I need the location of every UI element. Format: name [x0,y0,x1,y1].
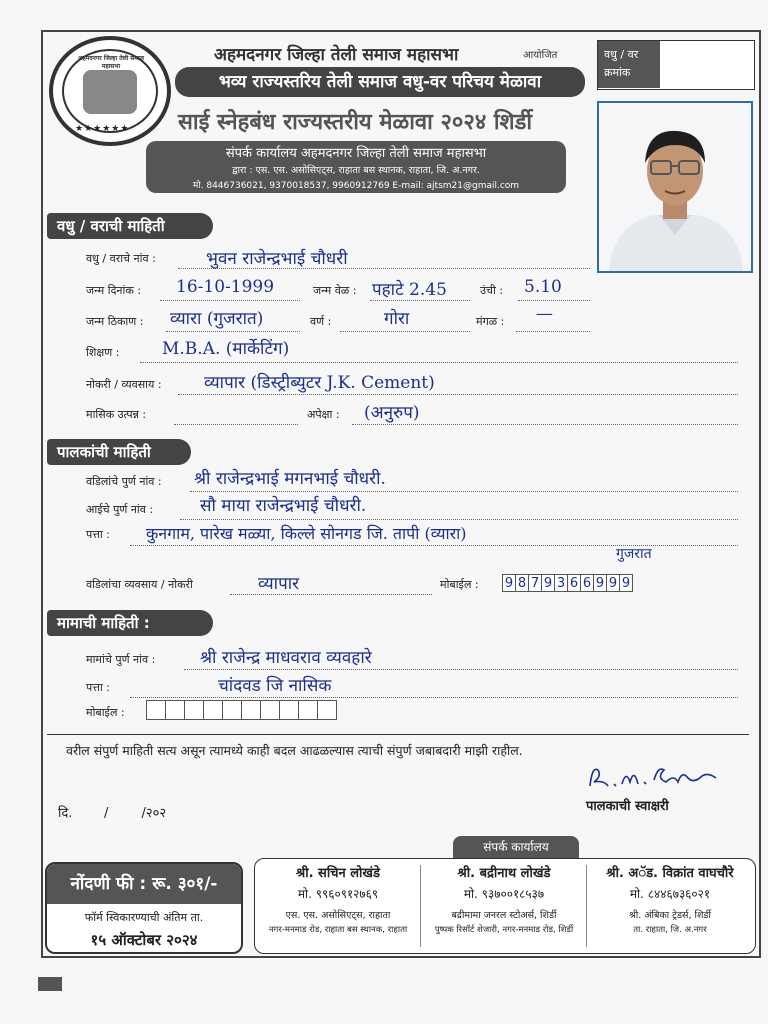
contact-name: श्री. अॅड. विक्रांत वाघचौरे [606,866,734,881]
candidate-portrait-icon [599,103,751,271]
mangal-underline [516,331,590,332]
father-name-label: वडिलांचे पुर्ण नांव : [86,475,162,488]
contact-phone: मो. ८४४६७३६०२१ [629,887,711,901]
registration-number-box [597,40,755,90]
contact-address: नगर-मनमाड रोड, राहाता बस स्थानक, राहाता [268,925,408,935]
mobile-digit: 6 [580,574,594,592]
mobile-digit: 7 [528,574,542,592]
name-field[interactable]: भुवन राजेन्द्रभाई चौधरी [206,249,348,269]
registration-label [598,41,660,88]
mobile-digit [203,700,223,720]
parent-signature-icon [584,760,724,794]
name-label: वधु / वराचे नांव : [86,252,156,265]
organized-tag: आयोजित [523,50,558,61]
income-underline [174,424,298,425]
contact-card [255,859,421,953]
logo-stars: ★★★★★★ [75,124,130,134]
parents-address-field[interactable]: कुनगाम, पारेख मळ्या, किल्ले सोनगड जि. तापी (व्यारा) [146,524,467,543]
scan-corner-mark [38,977,62,991]
mangal-field[interactable]: — [536,304,553,324]
contact-office-tab: संपर्क कार्यालय [453,836,579,858]
height-label: उंची : [480,284,504,297]
contact-phone: मो. ९३७००१८५३७ [463,887,545,901]
mother-name-label: आईचे पुर्ण नांव : [86,503,154,516]
father-job-underline [230,594,432,595]
mobile-digit: 3 [554,574,568,592]
education-underline [140,362,738,363]
mobile-digit [298,700,318,720]
income-label: मासिक उत्पन्न : [86,408,147,421]
mobile-digit: 9 [606,574,620,592]
event-subtitle: साई स्नेहबंध राज्यस्तरीय मेळावा २०२४ शिर्डी [178,110,533,135]
mobile-digit: 9 [541,574,555,592]
birthplace-label: जन्म ठिकाण : [86,315,144,328]
mobile-digit: 8 [515,574,529,592]
registration-fee: नोंदणी फी : रू. ३०१/- [47,864,241,904]
uncle-mobile-field[interactable] [146,700,336,720]
contact-name: श्री. बद्रीनाथ लोखंडे [457,866,551,881]
deadline-label: फॉर्म स्विकारण्याची अंतिम ता. [84,911,204,924]
contact-address-line: द्वारा : एस. एस. असोसिएट्स, राहाता बस स्थानक, राहाता, जि. अ.नगर. [232,165,480,176]
contact-business: एस. एस. असोसिएट्स, राहाता [285,910,391,921]
uncle-name-label: मामांचे पुर्ण नांव : [86,653,156,666]
complexion-underline [340,331,470,332]
dob-field[interactable]: 16-10-1999 [176,277,275,297]
mobile-digit [241,700,261,720]
uncle-address-underline [130,697,738,698]
contact-name: श्री. सचिन लोखंडे [296,866,380,881]
mobile-digit [146,700,166,720]
father-name-field[interactable]: श्री राजेन्द्रभाई मगनभाई चौधरी. [194,469,386,489]
section-parents-header: पालकांची माहिती [47,439,191,465]
parent-signature-label: पालकाची स्वाक्षरी [586,799,669,814]
registration-label-line1: वधु / वर [604,48,639,61]
declaration-text: वरील संपुर्ण माहिती सत्य असून त्यामध्ये काही बदल आढळल्यास त्याची संपुर्ण जबाबदारी माझी राहील. [66,743,523,758]
mobile-digit: 6 [567,574,581,592]
complexion-label: वर्ण : [310,315,332,328]
job-underline [178,394,738,395]
uncle-name-underline [184,669,738,670]
mobile-digit: 9 [619,574,633,592]
uncle-address-label: पत्ता : [86,681,110,694]
uncle-address-field[interactable]: चांदवड जि नासिक [218,676,332,696]
mobile-digit [184,700,204,720]
contacts-box [254,858,756,954]
candidate-photo [597,101,753,273]
birth-time-label: जन्म वेळ : [313,284,357,297]
date-label: दि. [58,806,73,821]
birthplace-field[interactable]: व्यारा (गुजरात) [170,309,264,329]
date-field[interactable]: / /२०२ [104,806,167,821]
registration-label-line2: क्रमांक [604,66,631,79]
job-label: नोकरी / व्यवसाय : [86,378,162,391]
mother-name-field[interactable]: सौ माया राजेन्द्रभाई चौधरी. [200,496,367,516]
dob-underline [160,300,300,301]
parents-mobile-label: मोबाईल : [440,578,479,591]
contact-business: श्री. अंबिका ट्रेडर्स, शिर्डी [629,910,711,921]
contact-card [421,859,587,953]
birthplace-underline [166,331,300,332]
mobile-digit [317,700,337,720]
expectation-underline [352,424,738,425]
event-title: भव्य राज्यस्तरिय तेली समाज वधु-वर परिचय मेळावा [175,67,585,97]
mobile-digit: 9 [502,574,516,592]
dob-label: जन्म दिनांक : [86,284,142,297]
height-field[interactable]: 5.10 [524,277,562,297]
contact-phones-line: मो. 8446736021, 9370018537, 9960912769 E-mail: ajtsm21@gmail.com [192,181,520,191]
logo-emblem-icon [83,70,137,114]
section-maternal-uncle-header: मामाची माहिती : [47,610,213,636]
education-label: शिक्षण : [86,346,120,359]
complexion-field[interactable]: गोरा [384,309,410,329]
contact-business: बद्रीमामा जनरल स्टोअर्स, शिर्डी [451,910,557,921]
birth-time-field[interactable]: पहाटे 2.45 [372,280,447,300]
father-job-label: वडिलांचा व्यवसाय / नोकरी [86,578,193,591]
contact-banner [146,141,566,193]
education-field[interactable]: M.B.A. (मार्केटिंग) [162,339,290,359]
divider-line [47,734,749,735]
parents-mobile-field[interactable] [502,574,632,592]
parents-address-field-line2[interactable]: गुजरात [616,546,652,562]
contact-address: पुष्पक रिसॉर्ट शेजारी, नगर-मनमाड रोड, शिर्डी [434,925,574,935]
mobile-digit [222,700,242,720]
uncle-mobile-label: मोबाईल : [86,706,125,719]
mobile-digit [165,700,185,720]
parents-address-label: पत्ता : [86,528,110,541]
contact-address: ता. राहाता, जि. अ.नगर [633,925,707,935]
height-underline [518,300,590,301]
expectation-label: अपेक्षा : [307,408,340,421]
mother-name-underline [180,519,738,520]
fee-box [45,862,243,954]
mobile-digit [260,700,280,720]
expectation-field[interactable]: (अनुरुप) [364,403,420,423]
organization-logo [49,36,171,146]
contact-phone: मो. ९९६०९१२७६९ [297,887,379,901]
mobile-digit: 9 [593,574,607,592]
logo-text: अहमदनगर जिल्हा तेली समाज महासभा [78,55,144,70]
mangal-label: मंगळ : [476,315,505,328]
uncle-name-field[interactable]: श्री राजेन्द्र माधवराव व्यवहारे [200,648,372,668]
contact-office-line: संपर्क कार्यालय अहमदनगर जिल्हा तेली समाज महासभा [225,146,487,161]
father-job-field[interactable]: व्यापार [258,574,300,594]
job-field[interactable]: व्यापार (डिस्ट्रीब्युटर J.K. Cement) [204,373,435,393]
deadline-value: १५ ऑक्टोबर २०२४ [90,931,198,949]
section-bride-groom-header: वधु / वराची माहिती [47,213,213,239]
contact-card [587,859,753,953]
mobile-digit [279,700,299,720]
organization-name: अहमदनगर जिल्हा तेली समाज महासभा [214,45,459,65]
birth-time-underline [370,300,470,301]
father-name-underline [190,491,738,492]
